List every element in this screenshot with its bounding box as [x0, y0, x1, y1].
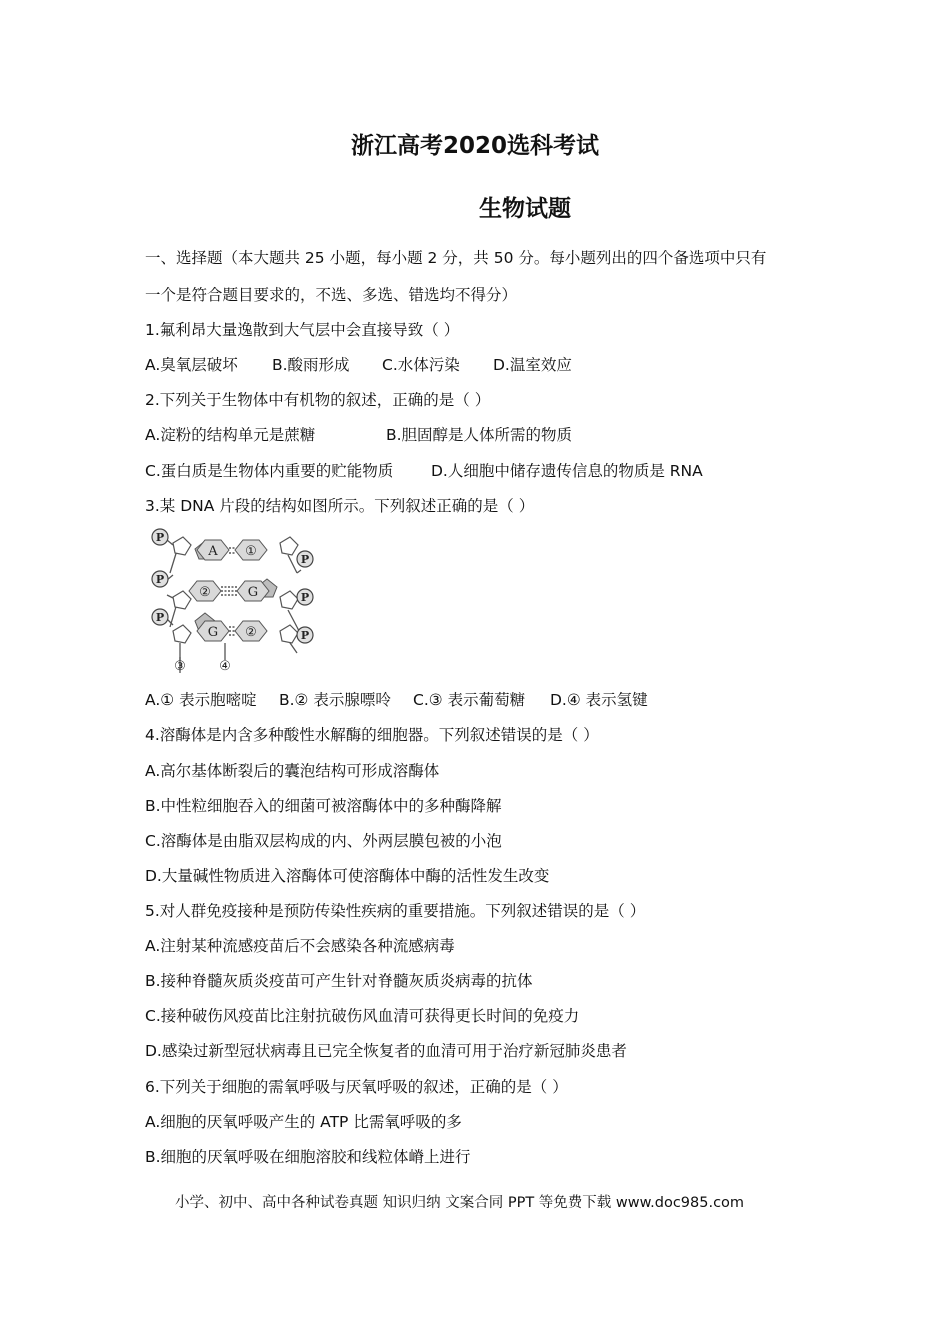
option-b: B.② 表示腺嘌呤 [279, 691, 391, 709]
question-3-stem: 3.某 DNA 片段的结构如图所示。下列叙述正确的是（ ） [145, 497, 535, 515]
question-2-options-row1 [145, 425, 572, 445]
option-c: C.接种破伤风疫苗比注射抗破伤风血清可获得更长时间的免疫力 [145, 1007, 580, 1025]
question-4-stem: 4.溶酶体是内含多种酸性水解酶的细胞器。下列叙述错误的是（ ） [145, 726, 599, 744]
label-2: ② [245, 625, 257, 640]
question-2-options-row2 [145, 461, 703, 481]
page-title: 浙江高考2020选科考试 [350, 133, 599, 159]
phosphate-label: P [300, 629, 310, 642]
option-c: C.蛋白质是生物体内重要的贮能物质 [145, 462, 394, 480]
label-3: ③ [174, 659, 186, 674]
base-g-label: G [247, 585, 259, 600]
phosphate-label: P [300, 553, 310, 566]
option-a: A.注射某种流感疫苗后不会感染各种流感病毒 [145, 937, 455, 955]
option-d: D.感染过新型冠状病毒且已完全恢复者的血清可用于治疗新冠肺炎患者 [145, 1042, 627, 1060]
phosphate-label: P [155, 573, 165, 586]
base-a-label: A [208, 544, 218, 559]
option-a: A.高尔基体断裂后的囊泡结构可形成溶酶体 [145, 762, 440, 780]
option-b: B.接种脊髓灰质炎疫苗可产生针对脊髓灰质炎病毒的抗体 [145, 972, 533, 990]
question-2-stem: 2.下列关于生物体中有机物的叙述，正确的是（ ） [145, 391, 491, 409]
question-6-stem: 6.下列关于细胞的需氧呼吸与厌氧呼吸的叙述，正确的是（ ） [145, 1078, 568, 1096]
option-d: D.大量碱性物质进入溶酶体可使溶酶体中酶的活性发生改变 [145, 867, 550, 885]
option-b: B.酸雨形成 [272, 356, 350, 374]
option-a: A.细胞的厌氧呼吸产生的 ATP 比需氧呼吸的多 [145, 1113, 462, 1131]
page-subtitle: 生物试题 [479, 196, 571, 222]
label-2: ② [199, 585, 211, 600]
option-a: A.① 表示胞嘧啶 [145, 691, 257, 709]
option-b: B.细胞的厌氧呼吸在细胞溶胶和线粒体嵴上进行 [145, 1148, 471, 1166]
label-1: ① [245, 544, 257, 559]
option-a: A.臭氧层破坏 [145, 356, 238, 374]
question-5-stem: 5.对人群免疫接种是预防传染性疾病的重要措施。下列叙述错误的是（ ） [145, 902, 646, 920]
option-b: B.中性粒细胞吞入的细菌可被溶酶体中的多种酶降解 [145, 797, 502, 815]
dna-structure-figure [145, 525, 320, 675]
question-1-options [145, 355, 572, 375]
option-d: D.人细胞中储存遗传信息的物质是 RNA [431, 462, 703, 480]
label-4: ④ [219, 659, 231, 674]
option-d: D.④ 表示氢键 [550, 691, 648, 709]
option-a: A.淀粉的结构单元是蔗糖 [145, 426, 316, 444]
page-footer: 小学、初中、高中各种试卷真题 知识归纳 文案合同 PPT 等免费下载 www.doc985.com [175, 1195, 745, 1211]
option-d: D.温室效应 [493, 356, 572, 374]
phosphate-label: P [155, 531, 165, 544]
question-1-stem: 1.氟利昂大量逸散到大气层中会直接导致（ ） [145, 321, 460, 339]
option-b: B.胆固醇是人体所需的物质 [386, 426, 573, 444]
question-3-options [145, 690, 648, 710]
base-g-label: G [207, 625, 219, 640]
phosphate-label: P [155, 611, 165, 624]
option-c: C.水体污染 [382, 356, 460, 374]
option-c: C.溶酶体是由脂双层构成的内、外两层膜包被的小泡 [145, 832, 502, 850]
section-heading: 一、选择题（本大题共 25 小题，每小题 2 分，共 50 分。每小题列出的四个备选项中只有 [145, 249, 767, 267]
option-c: C.③ 表示葡萄糖 [413, 691, 526, 709]
section-heading-cont: 一个是符合题目要求的，不选、多选、错选均不得分） [145, 286, 518, 304]
phosphate-label: P [300, 591, 310, 604]
